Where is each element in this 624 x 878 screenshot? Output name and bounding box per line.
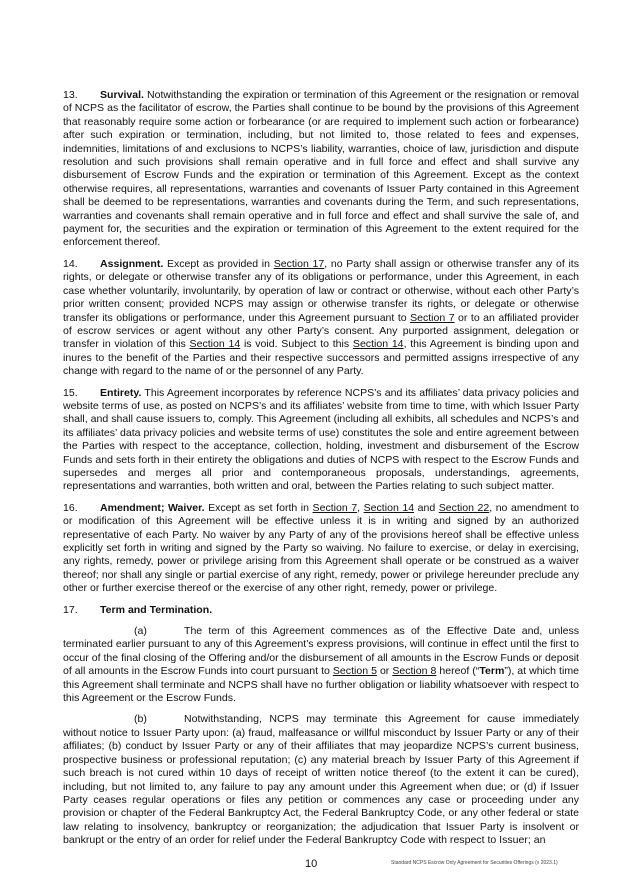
section-heading: Assignment. [100, 257, 164, 270]
subsection-label: (b) [134, 713, 147, 726]
section-paragraph [63, 89, 579, 250]
section-number: 16. [63, 501, 78, 514]
section-paragraph [63, 604, 579, 617]
section-reference: Section 22 [438, 501, 490, 514]
section-heading: Survival. [100, 89, 144, 101]
body-text: Except as provided in [163, 257, 274, 270]
page-number: 10 [305, 857, 318, 870]
body-text: , no amendment to or modification of this Agreement will be effective unless it is in writing and signed by an authorized representative of each Party. No waiver by any Party of any of the provisions hereof shall be effective unless explicitly set forth in writing and signed by the Party so waiving. No failure to exercise, or delay in exercising, any rights, remedy, power or privilege arising from this Agreement shall operate or be construed as a waiver thereof; nor shall any single or partial exercise of any right, remedy, power or privilege hereunder preclude any other or further exercise thereof or the exercise of any other right, remedy, power or privilege. [63, 501, 579, 595]
body-text: , no Party shall assign or otherwise transfer any of its rights, or delegate or otherwise transfer any of its obligations or performance, under this Agreement, in each case whether voluntarily, involuntarily, by operation of law or contract or otherwise, without each other Party’s prior written consent; provided NCPS may assign or otherwise transfer its rights, or delegate or otherwise transfer its obligations or performance, under this Agreement pursuant to [63, 257, 579, 324]
body-text: The term of this Agreement commences as of the Effective Date and, unless terminated earlier pursuant to any of this Agreement’s express provisions, will continue in effect until the first to occur of the final closing of the Offering and/or the disbursement of all amounts in the Escrow Funds or deposit of all amounts in the Escrow Funds into court pursuant to [63, 625, 579, 678]
body-text: Except as set forth in [204, 501, 313, 514]
section-heading: Term and Termination. [100, 603, 213, 616]
body-text: or [376, 665, 393, 678]
body-text: is void. Subject to this [240, 338, 353, 351]
footer-note: Standard NCPS Escrow Only Agreement for Securities Offerings (v 2023.1) [391, 859, 558, 866]
section-number: 15. [63, 386, 78, 399]
section-reference: Section 17 [273, 257, 325, 270]
body-text: ”), at which time this Agreement shall terminate and NCPS shall have no further obligation or liability whatsoever with respect to this Agreement or the Escrow Funds. [63, 665, 579, 705]
body-text: and [414, 501, 439, 514]
section-reference: Section 8 [392, 665, 437, 678]
section-reference: Section 14 [189, 338, 241, 351]
section-paragraph [63, 713, 579, 847]
section-reference: Section 14 [363, 501, 415, 514]
body-text: Notwithstanding, NCPS may terminate this Agreement for cause immediately without notice to Issuer Party upon: (a) fraud, malfeasance or willful misconduct by Issuer Party or any of their affiliates; (b) conduct by Issuer Party or any of their affiliates that may jeopardize NCPS’s current business, prospective business or professional reputation; (c) any material breach by Issuer Party of this Agreement if such breach is not cured within 10 days of receipt of written notice thereof (to the extent it can be cured), including, but not limited to, any failure to pay any amount under this Agreement when due; or (d) if Issuer Party ceases regular operations or files any petition or commences any case or proceeding under any provision or chapter of the Federal Bankruptcy Act, the Federal Bankruptcy Code, or any other federal or state law relating to insolvency, bankruptcy or reorganization; the adjudication that Issuer Party is insolvent or bankrupt or the entry of an order for relief under the Federal Bankruptcy Code with respect to Issuer; an [63, 713, 579, 847]
section-number: 13. [63, 89, 78, 101]
body-text: hereof (“ [436, 665, 480, 678]
section-reference: Section 5 [332, 665, 377, 678]
section-reference: Section 14 [352, 338, 404, 351]
page-footer [0, 856, 624, 878]
section-number: 17. [63, 603, 78, 616]
subsection-label: (a) [134, 625, 147, 638]
section-paragraph [63, 387, 579, 494]
section-reference: Section 7 [410, 311, 455, 324]
section-paragraph [63, 625, 579, 705]
section-heading: Term [479, 665, 505, 678]
body-text: or to an affiliated provider of escrow services or agent without any other Party’s consent. Any purported assignment, delegation or transfer in violation of this [63, 311, 579, 351]
body-text: , this Agreement is binding upon and inures to the benefit of the Parties and their respective successors and permitted assigns irrespective of any change with regard to the name of or the personnel of any Party. [63, 338, 580, 378]
section-reference: Section 7 [312, 501, 358, 514]
section-paragraph [63, 258, 579, 379]
section-paragraph [63, 502, 579, 596]
body-text: Notwithstanding the expiration or termination of this Agreement or the resignation or removal of NCPS as the facilitator of escrow, the Parties shall continue to be bound by the provisions of this Agreement that reasonably require some action or forbearance (or are required to implement such action or forbearance) after such expiration or termination, including, but not limited to, those related to fees and expenses, indemnities, limitations of and exclusions to NCPS’s liability, warranties, choice of law, jurisdiction and dispute resolution and such provisions shall remain operative and in full force and effect and shall survive any disbursement of Escrow Funds and the expiration or termination of this Agreement. Except as the context otherwise requires, all representations, warranties and covenants of Issuer Party contained in this Agreement shall be deemed to be representations, warranties and covenants during the Term, and such representations, warranties and covenants shall remain operative and in full force and effect and shall survive the sale of, and payment for, the securities and the expiration or termination of this Agreement to the extent required for the enforcement thereof. [63, 89, 579, 249]
body-text: , [357, 501, 364, 514]
section-heading: Entirety. [100, 386, 142, 399]
section-number: 14. [63, 257, 78, 270]
section-heading: Amendment; Waiver. [100, 501, 205, 514]
body-text: This Agreement incorporates by reference NCPS’s and its affiliates’ data privacy policies and website terms of use, as posted on NCPS’s and its affiliates’ website from time to time, with which Issuer Party shall, and shall cause issuers to, comply. This Agreement (including all exhibits, all schedules and NCPS’s and its affiliates’ data privacy policies and website terms of use) constitutes the sole and entire agreement between the Parties with respect to the acceptance, collection, holding, investment and disbursement of the Escrow Funds and sets forth in their entirety the obligations and duties of NCPS with respect to the Escrow Funds and supersedes and merges all prior and contemporaneous proposals, understandings, agreements, representations and warranties, both written and oral, between the Parties relating to such subject matter. [63, 386, 579, 493]
